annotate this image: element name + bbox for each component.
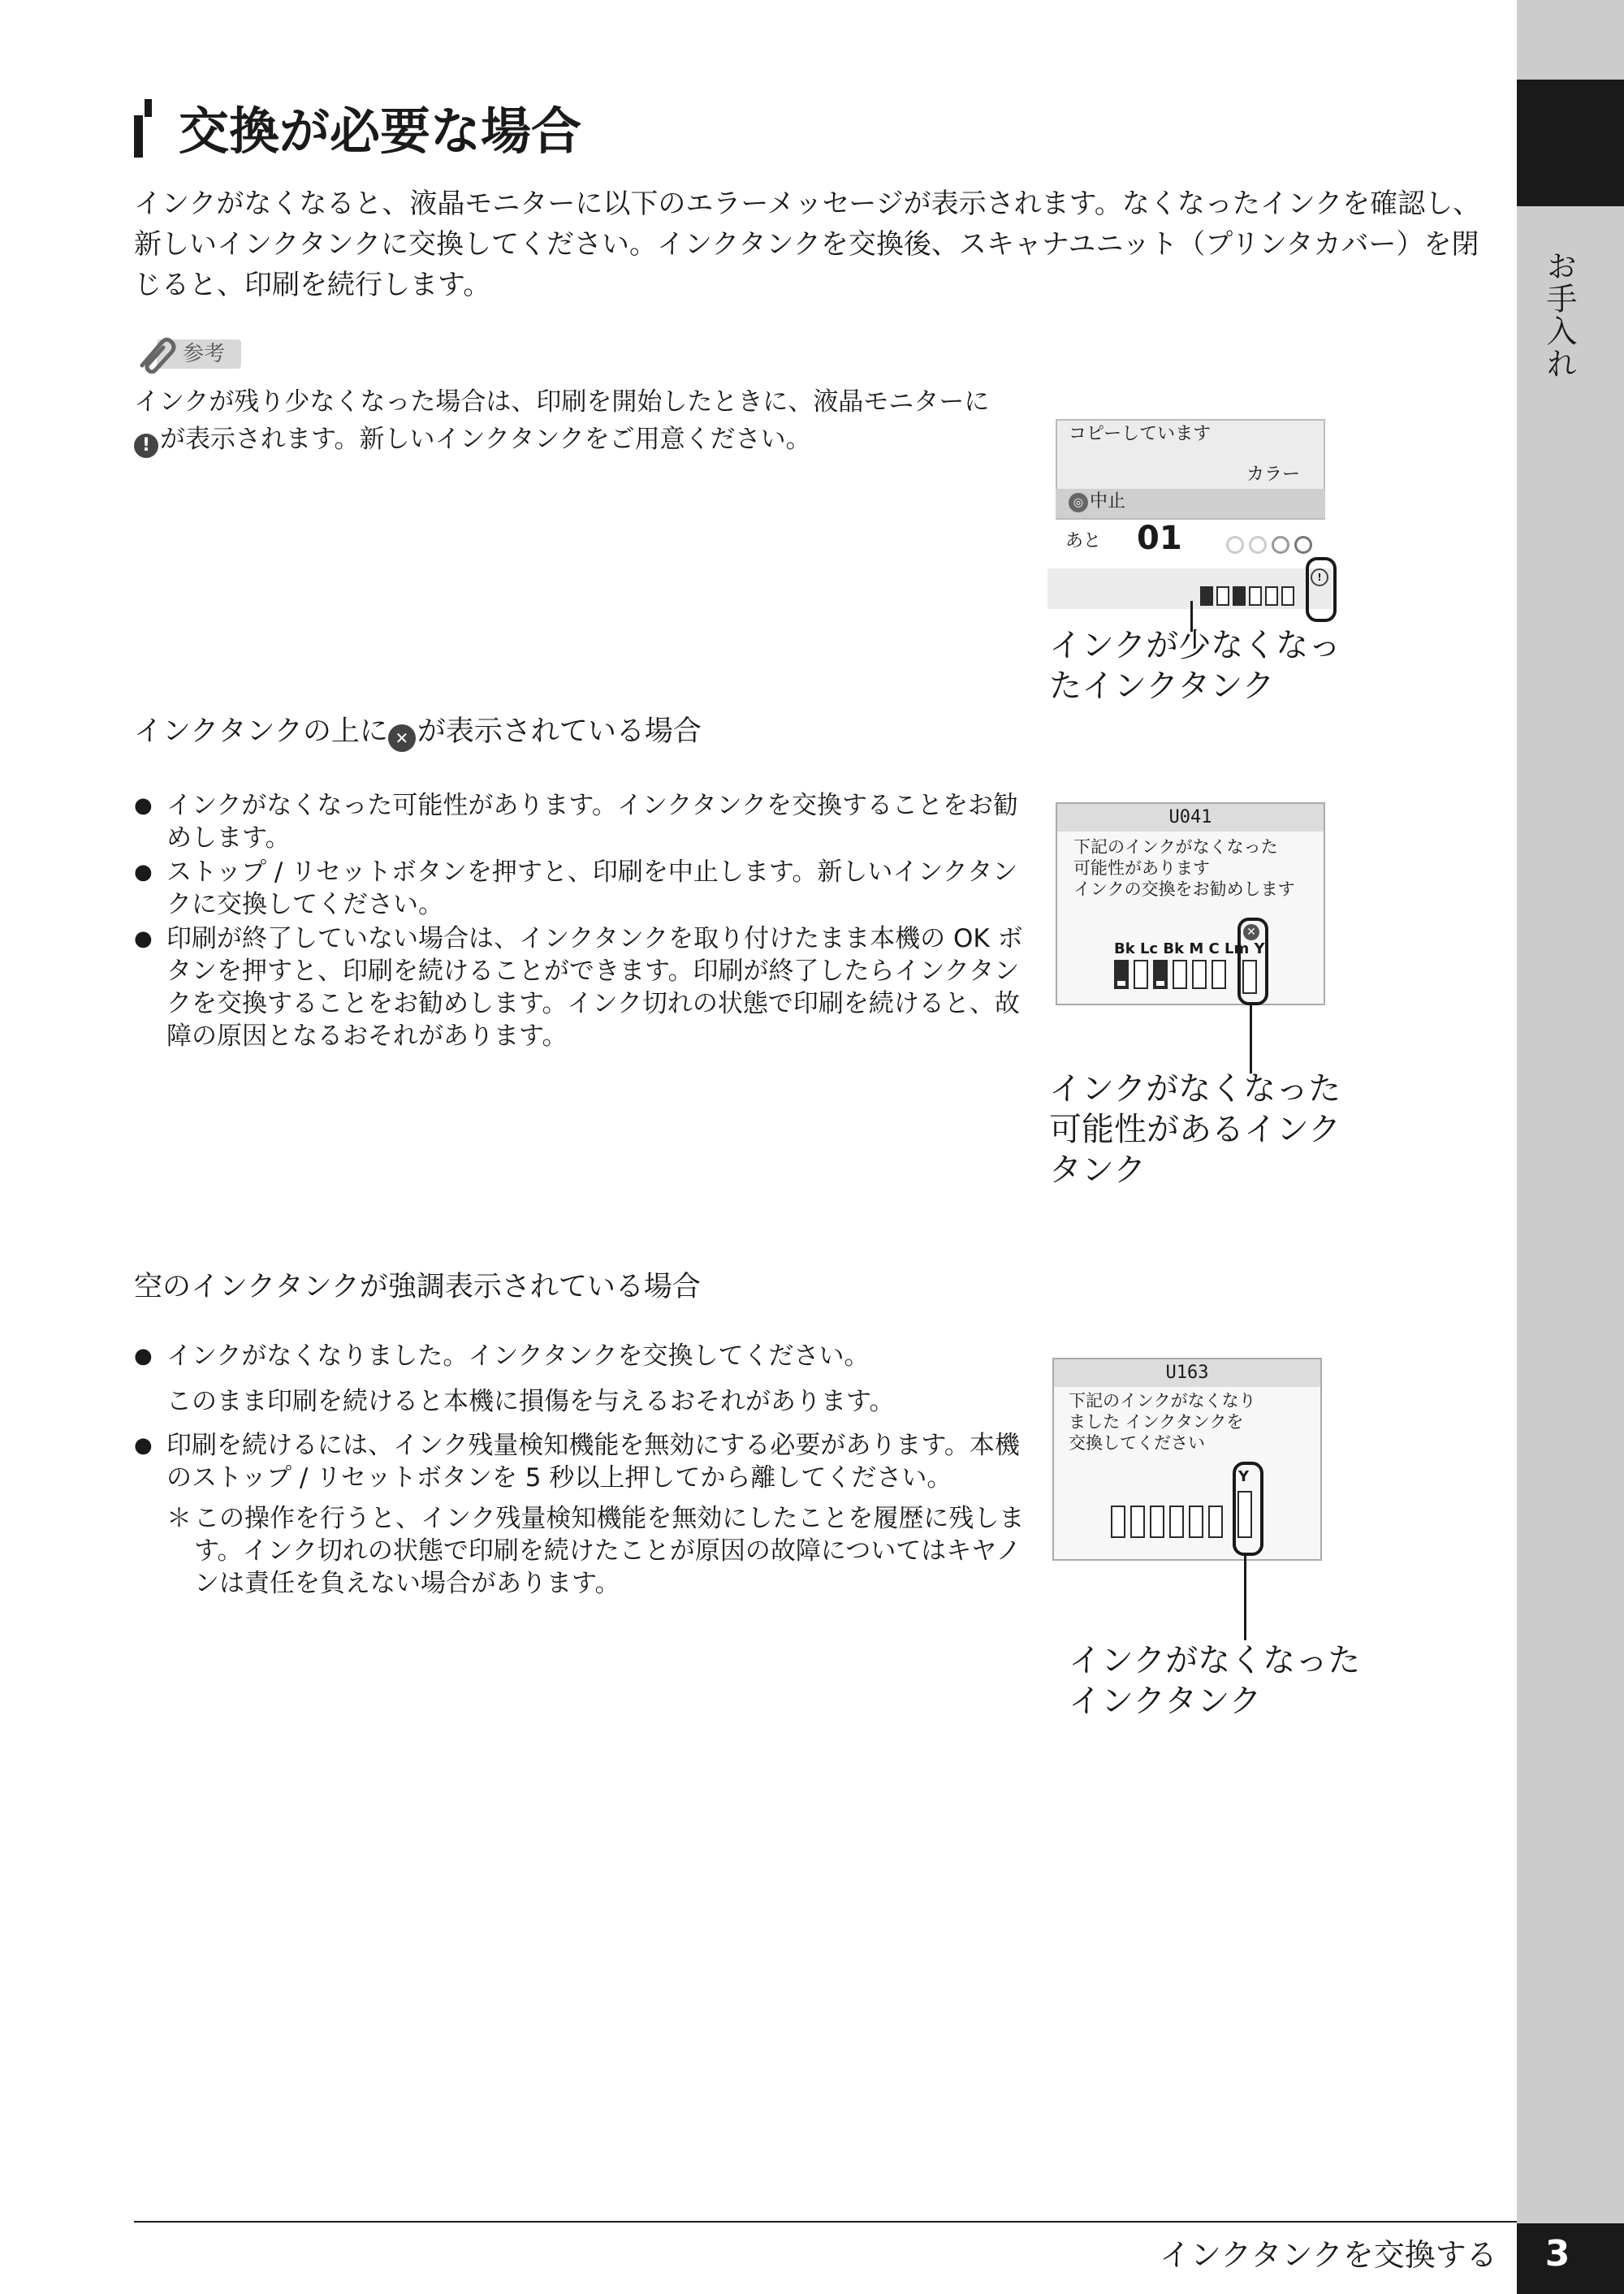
lcd3-error-code: U163 xyxy=(1054,1359,1320,1387)
page-title: 交換が必要な場合 xyxy=(179,102,582,161)
error-x-icon: ✕ xyxy=(1243,924,1259,940)
callout-ink-out xyxy=(1069,1640,1360,1722)
section1-heading xyxy=(134,711,702,752)
ink-tank-icon xyxy=(1265,586,1278,606)
paperclip-icon xyxy=(134,333,183,374)
lcd3-message-line: 交換してください xyxy=(1069,1433,1205,1453)
callout-leader-line xyxy=(1244,1553,1246,1640)
asterisk-note xyxy=(166,1502,1027,1600)
intro-paragraph: インクがなくなると、液晶モニターに以下のエラーメッセージが表示されます。なくなったインクを確認し、新しいインクタンクに交換してください。インクタンクを交換後、スキャナユニット（プリンタカバー）を閉じると、印刷を続行します。 xyxy=(134,188,1481,301)
section1-heading-part2: が表示されている場合 xyxy=(417,715,702,748)
asterisk-note-text: この操作を行うと、インク残量検知機能を無効にしたことを履歴に残します。インク切れの状態で印刷を続けたことが原因の故障についてはキヤノンは責任を負えない場合があります。 xyxy=(194,1504,1025,1598)
footer-title: インクタンクを交換する xyxy=(1160,2237,1497,2273)
heading-marker-icon xyxy=(134,99,152,158)
lcd3-message-line: ました インクタンクを xyxy=(1069,1412,1244,1432)
progress-dot xyxy=(1249,536,1267,554)
callout-line: インクがなくなった xyxy=(1069,1642,1361,1679)
side-tab-marker xyxy=(1517,80,1624,206)
ink-tank-icon xyxy=(1192,960,1207,989)
warning-icon: ! xyxy=(134,434,158,458)
ink-tank-icon xyxy=(1134,960,1148,989)
list-item-text: インクがなくなりました。インクタンクを交換してください。 xyxy=(166,1341,870,1371)
note-text-part2: が表示されます。新しいインクタンクをご用意ください。 xyxy=(160,425,811,454)
note-text xyxy=(134,383,1011,458)
ink-tank-icon xyxy=(1189,1506,1203,1538)
lcd3-message-line: 下記のインクがなくなり xyxy=(1069,1391,1256,1411)
low-ink-highlight xyxy=(1306,557,1337,622)
callout-low-ink xyxy=(1049,625,1341,706)
stop-icon: ◎ xyxy=(1069,493,1088,512)
lcd1-status-text: コピーしています xyxy=(1069,424,1212,444)
lcd1-mode-text: カラー xyxy=(1246,464,1301,485)
footer-rule xyxy=(134,2221,1517,2223)
ink-tank-icon xyxy=(1281,586,1294,606)
ink-tank-icon xyxy=(1212,960,1226,989)
list-item: ● ストップ / リセットボタンを押すと、印刷を中止します。新しいインクタンクに交換してください。 xyxy=(134,856,1027,921)
ink-tank-icon xyxy=(1233,586,1246,606)
list-item: ● インクがなくなった可能性があります。インクタンクを交換することをお勧めします。 xyxy=(134,789,1027,854)
ink-tank-icon xyxy=(1173,960,1187,989)
note-text-part1: インクが残り少なくなった場合は、印刷を開始したときに、液晶モニターに xyxy=(134,387,990,417)
lcd2-ink-labels: Bk Lc Bk M C Lm Y xyxy=(1114,940,1265,957)
asterisk-note-wrap xyxy=(134,1491,1027,1600)
ink-tank-icon xyxy=(1150,1506,1164,1538)
ink-tank-icon xyxy=(1130,1506,1145,1538)
list-item: ● 印刷が終了していない場合は、インクタンクを取り付けたまま本機の OK ボタンを押すと、印刷を続けることができます。印刷が終了したらインクタンクを交換することをお勧めします。インク切れの状態で印刷を続けると、故障の原因となるおそれがあります。 xyxy=(134,922,1027,1052)
ink-tank-icon xyxy=(1249,586,1262,606)
lcd3-ink-label: Y xyxy=(1238,1468,1250,1485)
section2-bullet-list xyxy=(134,1340,1027,1496)
ink-tank-icon xyxy=(1216,586,1229,606)
note-label: 参考 xyxy=(183,342,226,366)
lcd3-message xyxy=(1069,1390,1256,1454)
ink-tank-icon xyxy=(1114,960,1129,989)
ink-tank-icon xyxy=(1153,960,1168,989)
callout-ink-out-possible xyxy=(1049,1069,1341,1190)
ink-tank-icon xyxy=(1111,1506,1125,1538)
callout-line: タンク xyxy=(1049,1151,1147,1189)
ink-tank-icon xyxy=(1169,1506,1184,1538)
callout-line: インクが少なくなっ xyxy=(1049,627,1341,664)
list-item xyxy=(134,1340,1027,1418)
lcd-screen-ink-out-possible xyxy=(1056,802,1325,1005)
page-number: 3 xyxy=(1544,2233,1570,2275)
section1-heading-part1: インクタンクの上に xyxy=(134,715,388,748)
lcd1-copy-count: 01 xyxy=(1137,520,1182,557)
callout-line: インクタンク xyxy=(1069,1683,1262,1720)
note-badge xyxy=(134,333,244,374)
low-ink-warning-icon: ! xyxy=(1311,568,1328,586)
section2-heading: 空のインクタンクが強調表示されている場合 xyxy=(134,1271,701,1303)
callout-line: インクがなくなった xyxy=(1049,1070,1341,1108)
progress-dot xyxy=(1226,536,1244,554)
asterisk-mark: ＊ xyxy=(166,1504,192,1533)
error-x-icon: ✕ xyxy=(388,724,416,752)
progress-dot xyxy=(1294,536,1312,554)
lcd1-stop-label: 中止 xyxy=(1090,491,1126,512)
lcd-screen-ink-out xyxy=(1052,1358,1322,1561)
callout-line: 可能性があるインク xyxy=(1049,1111,1341,1148)
list-item: ● 印刷を続けるには、インク残量検知機能を無効にする必要があります。本機のストップ / リセットボタンを 5 秒以上押してから離してください。 xyxy=(134,1429,1027,1494)
callout-line: たインクタンク xyxy=(1049,667,1275,705)
section1-bullet-list xyxy=(134,789,1027,1054)
lcd2-message xyxy=(1073,836,1295,900)
lcd1-remain-label: あと xyxy=(1065,531,1102,551)
progress-dot xyxy=(1272,536,1289,554)
ink-tank-icon xyxy=(1200,586,1213,606)
lcd2-message-line: 可能性があります xyxy=(1073,858,1210,878)
lcd2-message-line: 下記のインクがなくなった xyxy=(1073,837,1278,857)
lcd2-error-code: U041 xyxy=(1057,804,1324,832)
ink-tank-icon xyxy=(1208,1506,1223,1538)
lcd2-message-line: インクの交換をお勧めします xyxy=(1073,879,1295,899)
side-tab-label: お手入れ xyxy=(1541,250,1577,380)
list-item-continuation: このまま印刷を続けると本機に損傷を与えるおそれがあります。 xyxy=(166,1387,895,1416)
callout-leader-line xyxy=(1250,1004,1252,1074)
